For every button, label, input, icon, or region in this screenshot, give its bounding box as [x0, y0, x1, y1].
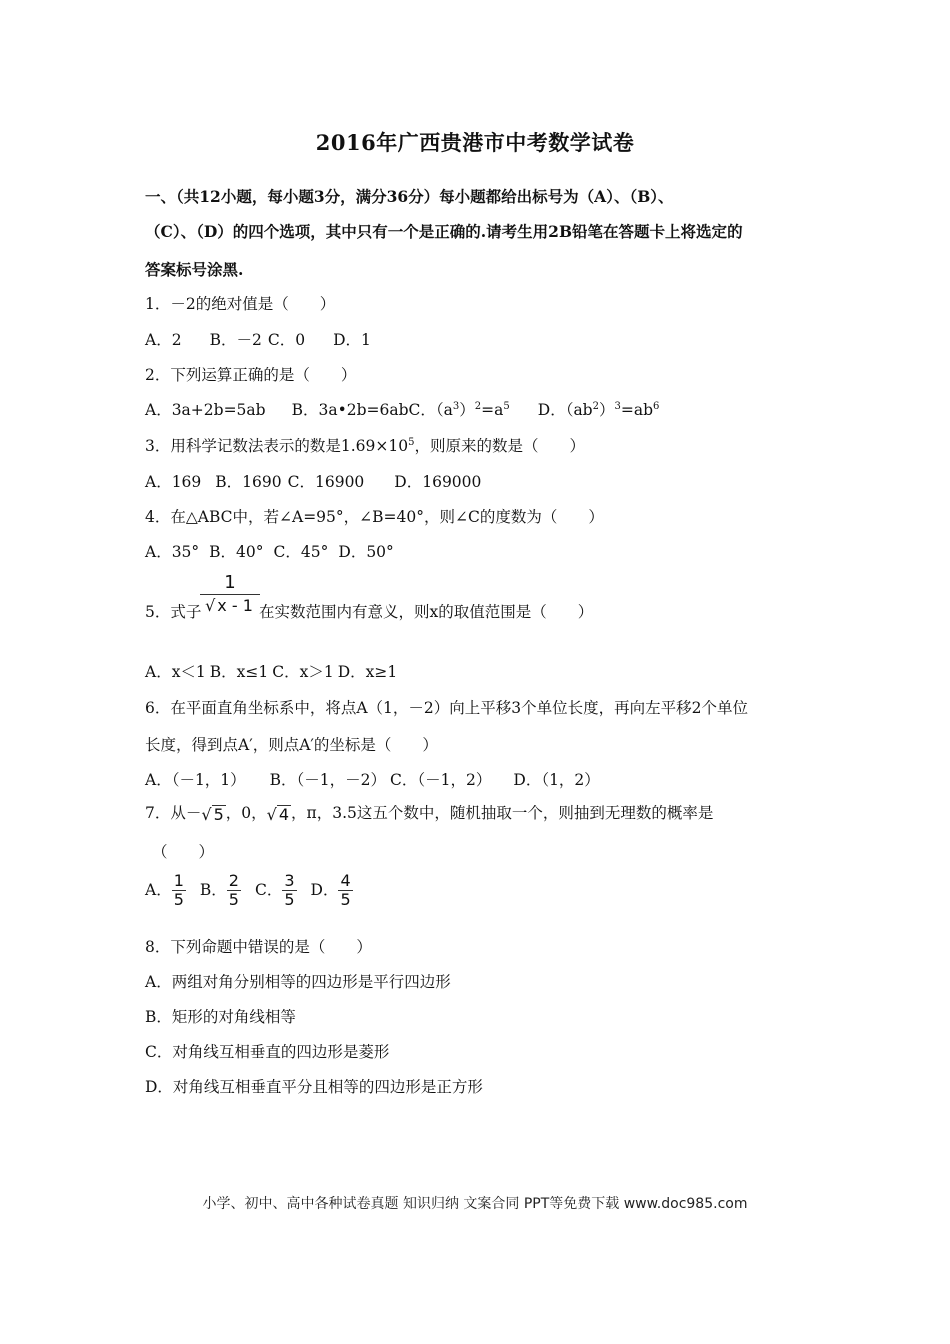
question-4-options	[145, 540, 394, 562]
question-1-stem: 1．－2的绝对值是（ ）	[145, 295, 336, 313]
question-8-option-a: A．两组对角分别相等的四边形是平行四边形	[145, 973, 451, 991]
option-b: B．3a•2b=6ab	[291, 401, 409, 419]
question-6-options	[145, 768, 600, 790]
option-d: D．$(ab^2)^3=ab^6$	[537, 401, 660, 419]
option-a: A．169	[145, 473, 202, 491]
option-a: A．3a+2b=5ab	[145, 401, 266, 419]
question-5-options	[145, 660, 397, 682]
question-4-stem: 4．在△ABC中，若∠A=95°，∠B=40°，则∠C的度数为（ ）	[145, 508, 604, 526]
option-d: D．x≥1	[337, 663, 398, 681]
question-7-answer-paren: （ ）	[152, 843, 215, 861]
option-d: D．1	[333, 331, 371, 349]
option-b: B．40°	[209, 543, 264, 561]
fraction-3-5: $\frac{3}{5}$	[284, 871, 295, 909]
sqrt-5: √ 5	[201, 804, 224, 824]
option-b: B．－2	[209, 331, 262, 349]
question-8-stem: 8．下列命题中错误的是（ ）	[145, 938, 372, 956]
option-a: A．x＜1	[145, 663, 206, 681]
fraction-2-5: $\frac{2}{5}$	[228, 871, 239, 909]
option-d: D．169000	[394, 473, 482, 491]
option-a: A．2	[145, 331, 182, 349]
section-instructions-line-1: 一、（共12小题，每小题3分，满分36分）每小题都给出标号为（A）、（B）、	[145, 187, 674, 206]
option-b: B．x≤1	[209, 663, 269, 681]
option-a: A．35°	[145, 543, 200, 561]
option-c: C．（－1，2）	[390, 771, 492, 789]
fraction-4-5: $\frac{4}{5}$	[340, 871, 351, 909]
option-d: D．50°	[338, 543, 394, 561]
fraction-one-over-sqrt-x-minus-1: $\frac{1}{√ x - 1}$	[200, 572, 260, 617]
option-d: D．（1，2）	[513, 771, 600, 789]
option-c: C． $\frac{3}{5}$	[254, 871, 295, 909]
question-8-option-b: B．矩形的对角线相等	[145, 1008, 296, 1026]
question-1-options	[145, 328, 371, 350]
question-2-options	[145, 398, 659, 420]
question-5-stem-end: 在实数范围内有意义，则x的取值范围是（ ）	[259, 603, 594, 621]
question-3-stem: 3．用科学记数法表示的数是$1.69\times 10^5$，则原来的数是（ ）	[145, 437, 585, 455]
option-a: A．（－1，1）	[145, 771, 246, 789]
page-title: 2016年广西贵港市中考数学试卷	[315, 130, 635, 155]
option-c: C．16900	[287, 473, 365, 491]
option-b: B．1690	[215, 473, 282, 491]
question-7-options	[145, 872, 353, 909]
option-c: C．x＞1	[272, 663, 334, 681]
question-8-option-c: C．对角线互相垂直的四边形是菱形	[145, 1043, 390, 1061]
page-footer: 小学、初中、高中各种试卷真题 知识归纳 文案合同 PPT等免费下载 www.doc985.com	[202, 1196, 748, 1212]
question-2-stem: 2．下列运算正确的是（ ）	[145, 366, 357, 384]
question-8-option-d: D．对角线互相垂直平分且相等的四边形是正方形	[145, 1078, 483, 1096]
option-c: C．$(a^3)^2=a^5$	[408, 401, 510, 419]
option-d: D． $\frac{4}{5}$	[310, 871, 351, 909]
question-3-options	[145, 470, 481, 492]
option-c: C．45°	[273, 543, 329, 561]
question-6-stem-line-2: 长度，得到点A′，则点A′的坐标是（ ）	[145, 736, 438, 754]
section-instructions-line-2: （C）、（D）的四个选项，其中只有一个是正确的.请考生用2B铅笔在答题卡上将选定的	[145, 222, 743, 241]
question-7-stem: 7．从－√ 5 ，0，√ 4 ，π，3.5这五个数中，随机抽取一个，则抽到无理数的概率是	[145, 804, 714, 824]
option-b: B．（－1，－2）	[269, 771, 387, 789]
question-6-stem-line-1: 6．在平面直角坐标系中，将点A（1，－2）向上平移3个单位长度，再向左平移2个单位	[145, 699, 749, 717]
sqrt-4: √ 4	[266, 804, 290, 824]
option-a: A． $\frac{1}{5}$	[145, 871, 184, 909]
question-5-stem-start: 5．式子	[145, 603, 202, 621]
option-c: C．0	[267, 331, 306, 349]
fraction-1-5: $\frac{1}{5}$	[173, 871, 184, 909]
option-b: B． $\frac{2}{5}$	[199, 871, 239, 909]
section-instructions-line-3: 答案标号涂黑.	[145, 260, 244, 279]
